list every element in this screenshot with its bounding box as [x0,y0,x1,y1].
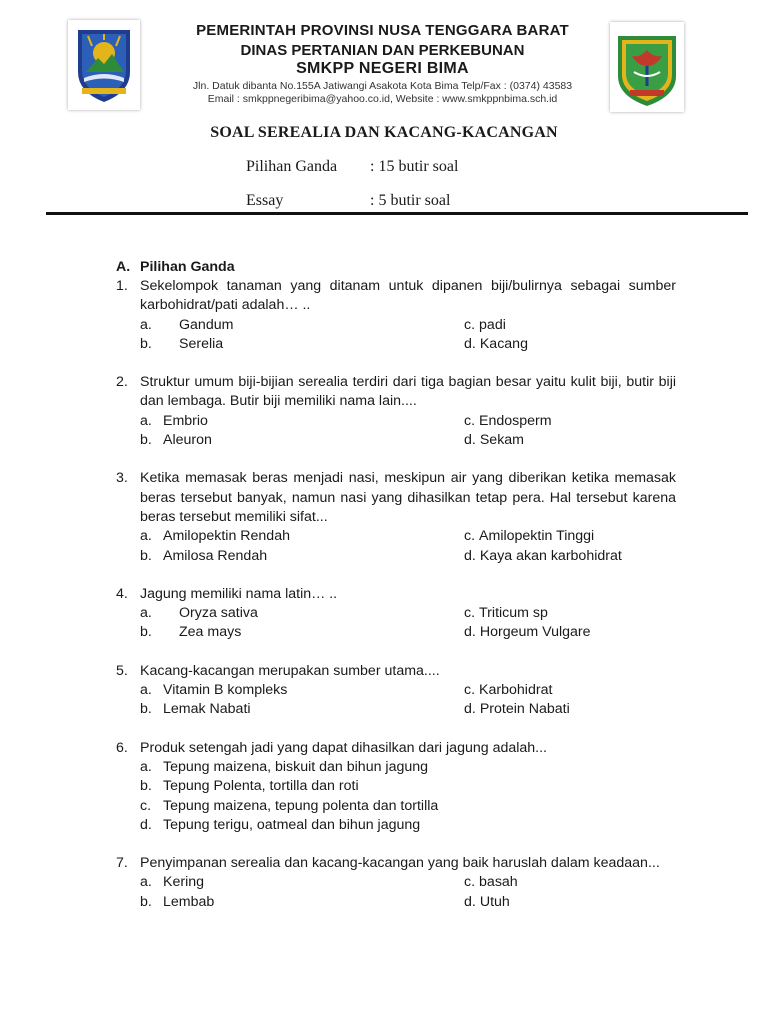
answer-options [140,527,676,566]
question-item [116,854,676,912]
option-c: c. Endosperm [464,412,552,429]
header-government: PEMERINTAH PROVINSI NUSA TENGGARA BARAT [196,22,569,39]
option-b: b. Lemak Nabati [140,701,251,718]
question-item [116,662,676,720]
option-a: a. Amilopektin Rendah [140,528,290,545]
option-c: c. padi [464,316,506,333]
question-number: 7. [116,855,128,872]
header-school: SMKPP NEGERI BIMA [296,60,469,77]
school-emblem-icon [610,22,684,112]
question-number: 4. [116,585,128,602]
answer-options [140,873,676,912]
option-b: b. Amilosa Rendah [140,547,268,564]
header-department: DINAS PERTANIAN DAN PERKEBUNAN [240,42,525,59]
question-text: Struktur umum biji-bijian serealia terdiri dari tiga bagian besar yaitu kulit biji, butir biji dan lembaga. Butir biji memiliki nama lain.... [140,374,676,410]
option-d: d. Protein Nabati [464,701,570,718]
section-heading [116,258,676,277]
answer-options [140,758,676,835]
option-d: d. Utuh [464,893,510,910]
option-a: a. Embrio [140,412,208,429]
header-contact: Email : smkppnegeribima@yahoo.co.id, Website : www.smkppnbima.sch.id [207,93,558,105]
option-d: d. Horgeum Vulgare [464,624,591,641]
question-number: 6. [116,739,128,756]
answer-options [140,412,676,451]
question-section [116,258,676,931]
option-d: d. Tepung terigu, oatmeal dan bihun jagung [140,816,421,833]
option-c: c. Triticum sp [464,605,548,622]
section-letter: A. [116,259,131,275]
question-number: 3. [116,470,128,487]
question-item [116,585,676,643]
question-item [116,469,676,565]
meta-essay [246,192,450,210]
option-c: c. basah [464,874,518,891]
school-logo [610,22,684,112]
question-text: Sekelompok tanaman yang ditanam untuk dipanen biji/bulirnya sebagai sumber karbohidrat/pati adalah… .. [140,278,676,314]
option-c: c. Amilopektin Tinggi [464,528,595,545]
question-item [116,277,676,354]
question-text: Penyimpanan serealia dan kacang-kacangan yang baik haruslah dalam keadaan... [140,855,660,872]
question-text: Produk setengah jadi yang dapat dihasilkan dari jagung adalah... [140,739,548,756]
question-number: 1. [116,278,128,294]
option-c: c. Tepung maizena, tepung polenta dan tortilla [140,797,439,814]
meta-multiple-choice [246,158,458,176]
option-b: b. Zea mays [140,624,242,641]
option-b: b. Aleuron [140,432,212,449]
option-d: d. Kacang [464,335,528,352]
option-d: d. Kaya akan karbohidrat [464,547,622,564]
header-address: Jln. Datuk dibanta No.155A Jatiwangi Asakota Kota Bima Telp/Fax : (0374) 43583 [192,80,573,92]
option-a: a. Oryza sativa [140,605,258,622]
meta-label: Pilihan Ganda [246,158,338,175]
question-text: Jagung memiliki nama latin… .. [140,585,338,602]
meta-label: Essay [246,192,284,209]
option-c: c. Karbohidrat [464,682,553,699]
option-a: a. Gandum [140,316,234,333]
answer-options [140,604,676,643]
page-title: SOAL SEREALIA DAN KACANG-KACANGAN [210,124,558,141]
option-a: a. Kering [140,874,205,891]
option-b: b. Tepung Polenta, tortilla dan roti [140,778,359,795]
question-text: Kacang-kacangan merupakan sumber utama.... [140,662,440,679]
meta-value: : 15 butir soal [370,158,459,175]
header-divider [46,212,748,215]
question-item [116,373,676,450]
question-number: 5. [116,662,128,679]
meta-value: : 5 butir soal [370,192,451,209]
provincial-logo [68,20,140,110]
answer-options [140,681,676,720]
provincial-emblem-icon [68,20,140,110]
option-d: d. Sekam [464,432,524,449]
question-item [116,739,676,835]
option-b: b. Lembab [140,893,215,910]
question-number: 2. [116,374,128,391]
question-text: Ketika memasak beras menjadi nasi, meskipun air yang diberikan ketika memasak beras tersebut banyak, namun nasi yang dihasilkan tetap pera. Hal tersebut karena beras tersebut memiliki sifat... [140,470,676,525]
option-a: a. Tepung maizena, biskuit dan bihun jagung [140,758,429,775]
option-b: b. Serelia [140,335,224,352]
section-title: Pilihan Ganda [140,259,235,275]
answer-options [140,316,676,355]
option-a: a. Vitamin B kompleks [140,682,288,699]
